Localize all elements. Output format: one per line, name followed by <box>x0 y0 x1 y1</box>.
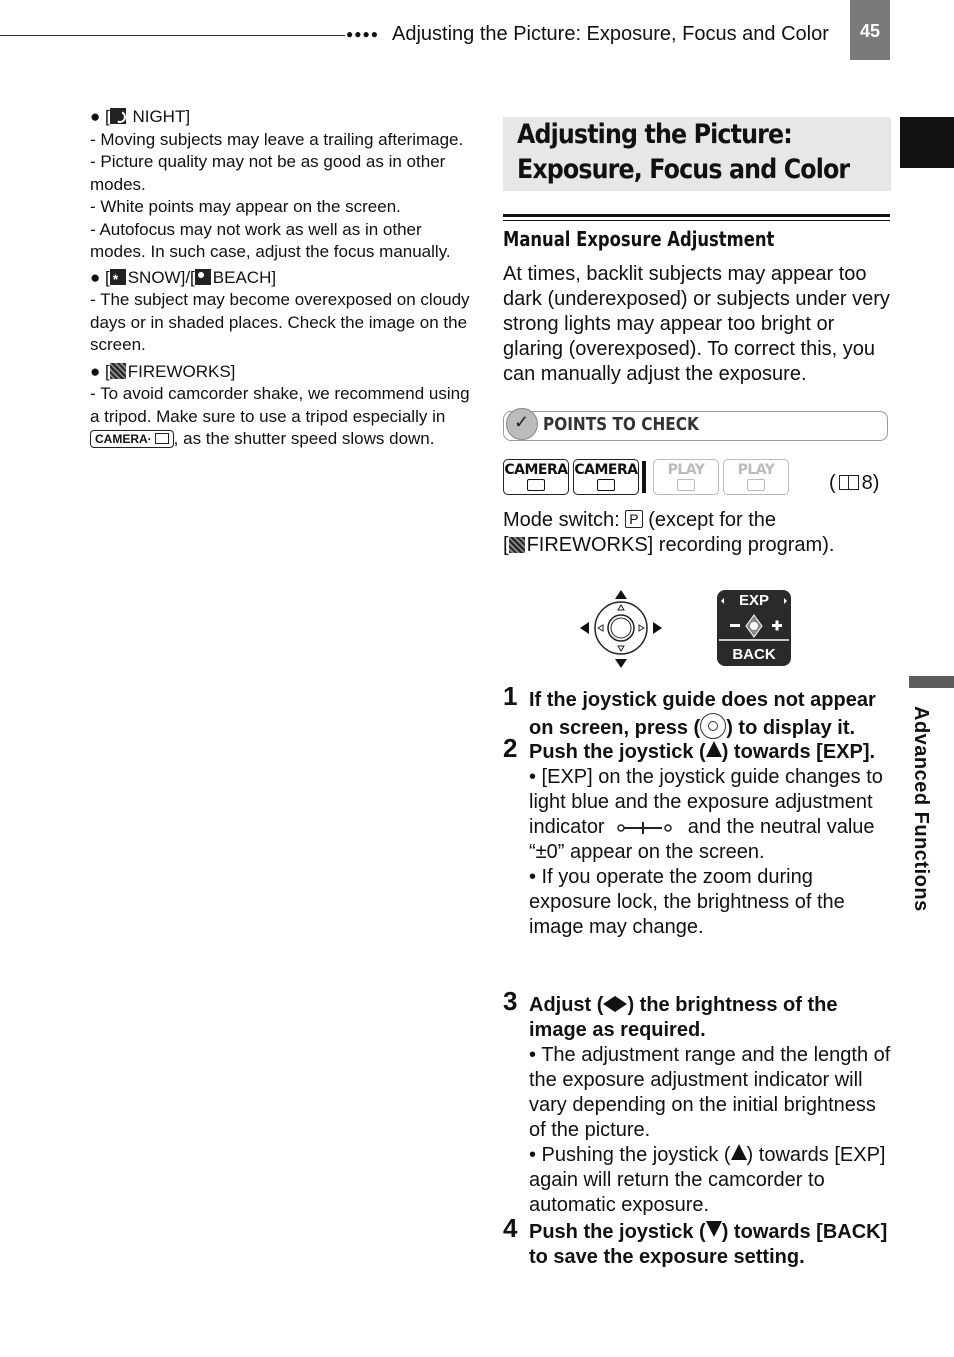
header-rule <box>0 35 345 36</box>
fireworks-mode-icon <box>110 363 126 379</box>
night-mode-icon <box>110 108 126 124</box>
back-label: BACK <box>732 646 776 663</box>
step-2: 2 Push the joystick ( ) towards [EXP]. • [EXP] on the joystick guide changes to light blue and the exposure adjustment indicator and the neutral value “±0” appear on the screen. • If you operate the zoom during exposure lock, the brightness of the image may change. <box>503 733 883 938</box>
step-1: 1 If the joystick guide does not appear on screen, press ( ) to display it. <box>503 681 876 739</box>
joystick-button-icon <box>700 713 726 739</box>
arrow-down-icon <box>706 1221 722 1237</box>
exp-guide <box>716 589 792 667</box>
intro-paragraph: At times, backlit subjects may appear too dark (underexposed) or subjects under very strong lights may appear too bright or glaring (overexposed). To correct this, you can manually adjust the exposure. <box>503 263 890 385</box>
tape-icon <box>677 479 695 491</box>
step-4: 4 Push the joystick ( ) towards [BACK] to save the exposure setting. <box>503 1213 888 1268</box>
night-heading: ● [ NIGHT] <box>90 107 191 126</box>
exposure-indicator-icon <box>616 822 676 834</box>
mode-play-card: PLAY <box>723 459 789 495</box>
points-to-check-label: POINTS TO CHECK <box>543 414 699 435</box>
section-subheading: Manual Exposure Adjustment <box>503 227 775 251</box>
night-note-1: - Moving subjects may leave a trailing afterimage. <box>90 129 464 149</box>
header-title: Adjusting the Picture: Exposure, Focus and Color <box>392 23 829 45</box>
night-note-4: - Autofocus may not work as well as in other modes. In such case, adjust the focus manually. <box>90 219 451 261</box>
step-3: 3 Adjust ( ) the brightness of the image as required. • The adjustment range and the length of the exposure adjustment indicator will vary depending on the initial brightness of the picture. • Pushing the joystick ( ) towards [EXP] again will return the camcorder to automatic exposure. <box>503 986 891 1216</box>
beach-mode-icon <box>195 269 211 285</box>
night-note-2: - Picture quality may not be as good as in other modes. <box>90 152 446 194</box>
book-icon <box>839 475 859 490</box>
program-mode-icon: P <box>625 510 642 528</box>
card-icon <box>597 479 615 491</box>
section-rule-thick <box>503 214 890 217</box>
page-number: 45 <box>850 0 890 60</box>
header-dots: ●●●● <box>346 27 379 41</box>
mode-switch-note: Mode switch: P (except for the [ FIREWORKS] recording program). <box>503 509 835 556</box>
snow-mode-icon <box>110 269 126 285</box>
arrow-up-icon <box>731 1144 747 1160</box>
arrow-up-icon <box>706 741 722 757</box>
snow-beach-heading: ● [* SNOW]/[ BEACH] <box>90 267 482 290</box>
mode-camera-tape: CAMERA <box>503 459 569 495</box>
page-reference: ( 8) <box>829 472 880 494</box>
camera-card-mode-icon: CAMERA· <box>90 430 174 448</box>
mode-camera-card: CAMERA <box>573 459 639 495</box>
left-column <box>90 106 482 451</box>
snow-beach-note: - The subject may become overexposed on cloudy days or in shaded places. Check the image on the screen. <box>90 290 470 354</box>
arrow-left-icon <box>603 996 615 1012</box>
chapter-tab-marker <box>900 117 954 168</box>
fireworks-note: - To avoid camcorder shake, we recommend using a tripod. Make sure to use a tripod especially in CAMERA· , as the shutter speed slows down. <box>90 384 470 448</box>
checkmark-icon <box>506 408 538 440</box>
section-rule-thin <box>503 220 890 221</box>
card-icon <box>747 479 765 491</box>
fireworks-mode-icon <box>509 537 525 553</box>
fireworks-heading: ● [ FIREWORKS] <box>90 361 236 381</box>
night-note-3: - White points may appear on the screen. <box>90 197 401 216</box>
side-tab-label <box>901 706 941 936</box>
side-tab-text: Advanced Functions <box>910 706 932 912</box>
joystick-diagram <box>578 588 664 670</box>
page-title: Adjusting the Picture: Exposure, Focus and Color <box>517 119 850 185</box>
side-tab-bar <box>909 676 954 688</box>
tape-icon <box>527 479 545 491</box>
exp-label: EXP <box>738 592 769 609</box>
mode-separator <box>642 461 646 493</box>
mode-play-tape: PLAY <box>653 459 719 495</box>
arrow-right-icon <box>615 996 627 1012</box>
